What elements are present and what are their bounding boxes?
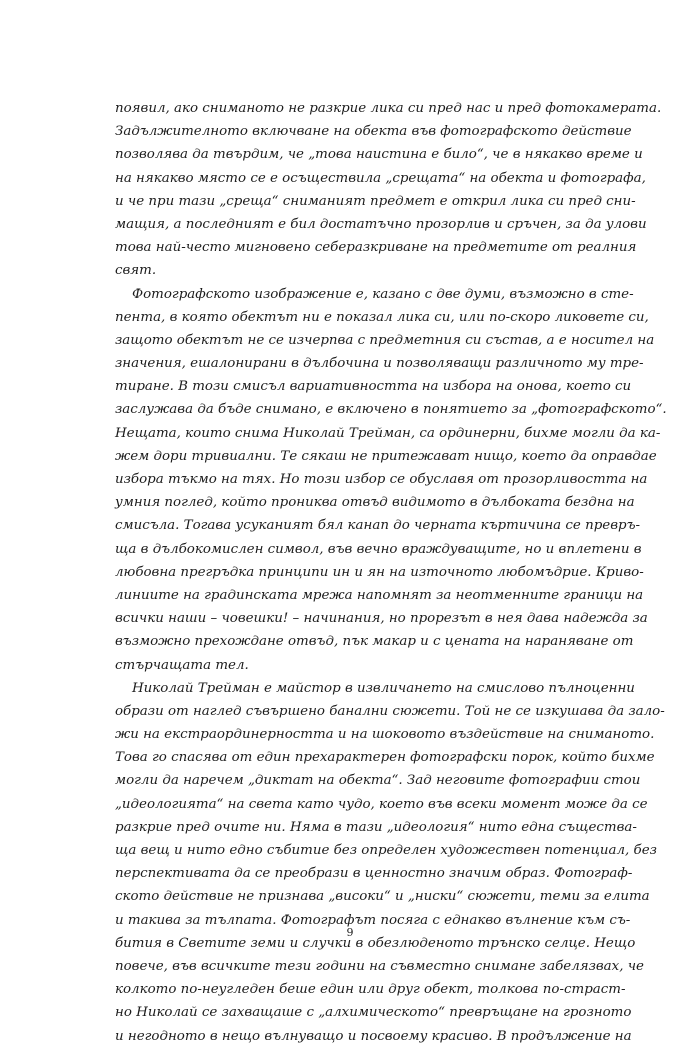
text-line: всички наши – човешки! – начинания, но прорезът в нея дава надежда за [115, 611, 648, 627]
text-line: на някакво място се е осъществила „срещата“ на обекта и фотографа, [115, 170, 646, 186]
text-line: мащия, а последният е бил достатъчно прозорлив и сръчен, за да улови [115, 216, 647, 232]
text-line: избора тъкмо на тях. Но този избор се обуславя от прозорливостта на [115, 472, 648, 487]
text-line: любовна прегръдка принципи ин и ян на източното любомъдрие. Криво- [115, 564, 644, 580]
body-text [115, 97, 667, 1048]
text-line: образи от наглед съвършено банални сюжети. Той не се изкушава да зало- [115, 703, 665, 719]
text-line: смисъла. Тогава усуканият бял канап до черната къртичина се превръ- [115, 518, 641, 534]
text-line: и че при тази „среща“ снимaният предмет е открил лика си пред сни- [115, 193, 636, 209]
text-line: Нещата, които снима Николай Трейман, са ординерни, бихме могли да ка- [115, 425, 661, 441]
text-line: жи на екстраординерността и на шоковото въздействие на сниманото. [115, 727, 655, 743]
text-line: Задължителното включване на обекта във фотографското действие [115, 124, 632, 140]
text-line: ща в дълбокомислен символ, във вечно враждуващите, но и вплетени в [115, 541, 642, 557]
text-line: свят. [115, 263, 157, 279]
text-line: бития в Светите земи и случки в обезлюденото трънско селце. Нещо [115, 935, 636, 951]
text-line: Това го спасява от един прехарактерен фотографски порок, който бихме [115, 750, 655, 766]
text-line: позволява да твърдим, че „това наистина е било“, че в някакво време и [115, 147, 643, 163]
text-line: стърчащата тел. [115, 657, 249, 673]
text-line: разкрие пред очите ни. Няма в тази „идеология“ нито една същества- [115, 819, 637, 835]
text-line: и негодното в нещо вълнуващо и посвоему красиво. В продължение на [115, 1028, 632, 1044]
text-line: възможно прехождане отвъд, пък макар и с цената на нараняване от [115, 634, 634, 650]
text-line: Николай Трейман е майстор в извличането на смислово пълноценни [132, 680, 635, 696]
text-line: жем дори тривиални. Те сякаш не притежават нищо, което да оправдае [115, 448, 657, 464]
text-line: линиите на градинската мрежа напомнят за неотменните граници на [115, 587, 644, 603]
text-line: ското действие не признава „високи“ и „ниски“ сюжети, теми за елита [115, 889, 650, 905]
text-line: появил, ако сниманото не разкрие лика си пред нас и пред фотокамерата. [115, 101, 662, 116]
text-line: и такива за тълпата. Фотографът посяга с еднакво вълнение към съ- [115, 912, 631, 928]
text-line: повече, във всичките тези години на съвместно снимане забелязвах, че [115, 958, 644, 974]
text-line: но Николай се захващаше с „алхимическото“ превръщане на грозното [115, 1005, 632, 1021]
page-number: 9 [346, 926, 354, 939]
text-line: „идеологията“ на света като чудо, което във всеки момент може да се [115, 796, 648, 812]
text-line: перспективата да се преобрази в ценностно значим образ. Фотограф- [115, 866, 633, 882]
text-line: могли да наречем „диктат на обекта“. Зад неговите фотографии стои [115, 773, 641, 789]
text-line: Фотографското изображение е, казано с две думи, възможно в сте- [132, 286, 634, 302]
text-line: защото обектът не се изчерпва с предметния си състав, а е носител на [115, 332, 655, 348]
text-line: умния поглед, който прониква отвъд видимото в дълбоката бездна на [115, 495, 635, 511]
text-line: колкото по-неугледен беше един или друг обект, толкова по-страст- [115, 982, 626, 998]
text-line: това най-често мигновено себеразкриване на предметите от реалния [115, 240, 637, 256]
text-line: ща вещ и нито едно събитие без определен художествен потенциал, без [115, 843, 657, 858]
text-line: пента, в която обектът ни е показал лика си, или по-скоро ликовете си, [115, 309, 649, 325]
text-line: тиране. В този смисъл вариативността на избора на онова, което си [115, 379, 632, 395]
text-line: заслужава да бъде снимано, е включено в понятието за „фотографското“. [115, 402, 667, 418]
text-line: значения, ешалонирани в дълбочина и позволяващи различното му тре- [115, 356, 644, 372]
